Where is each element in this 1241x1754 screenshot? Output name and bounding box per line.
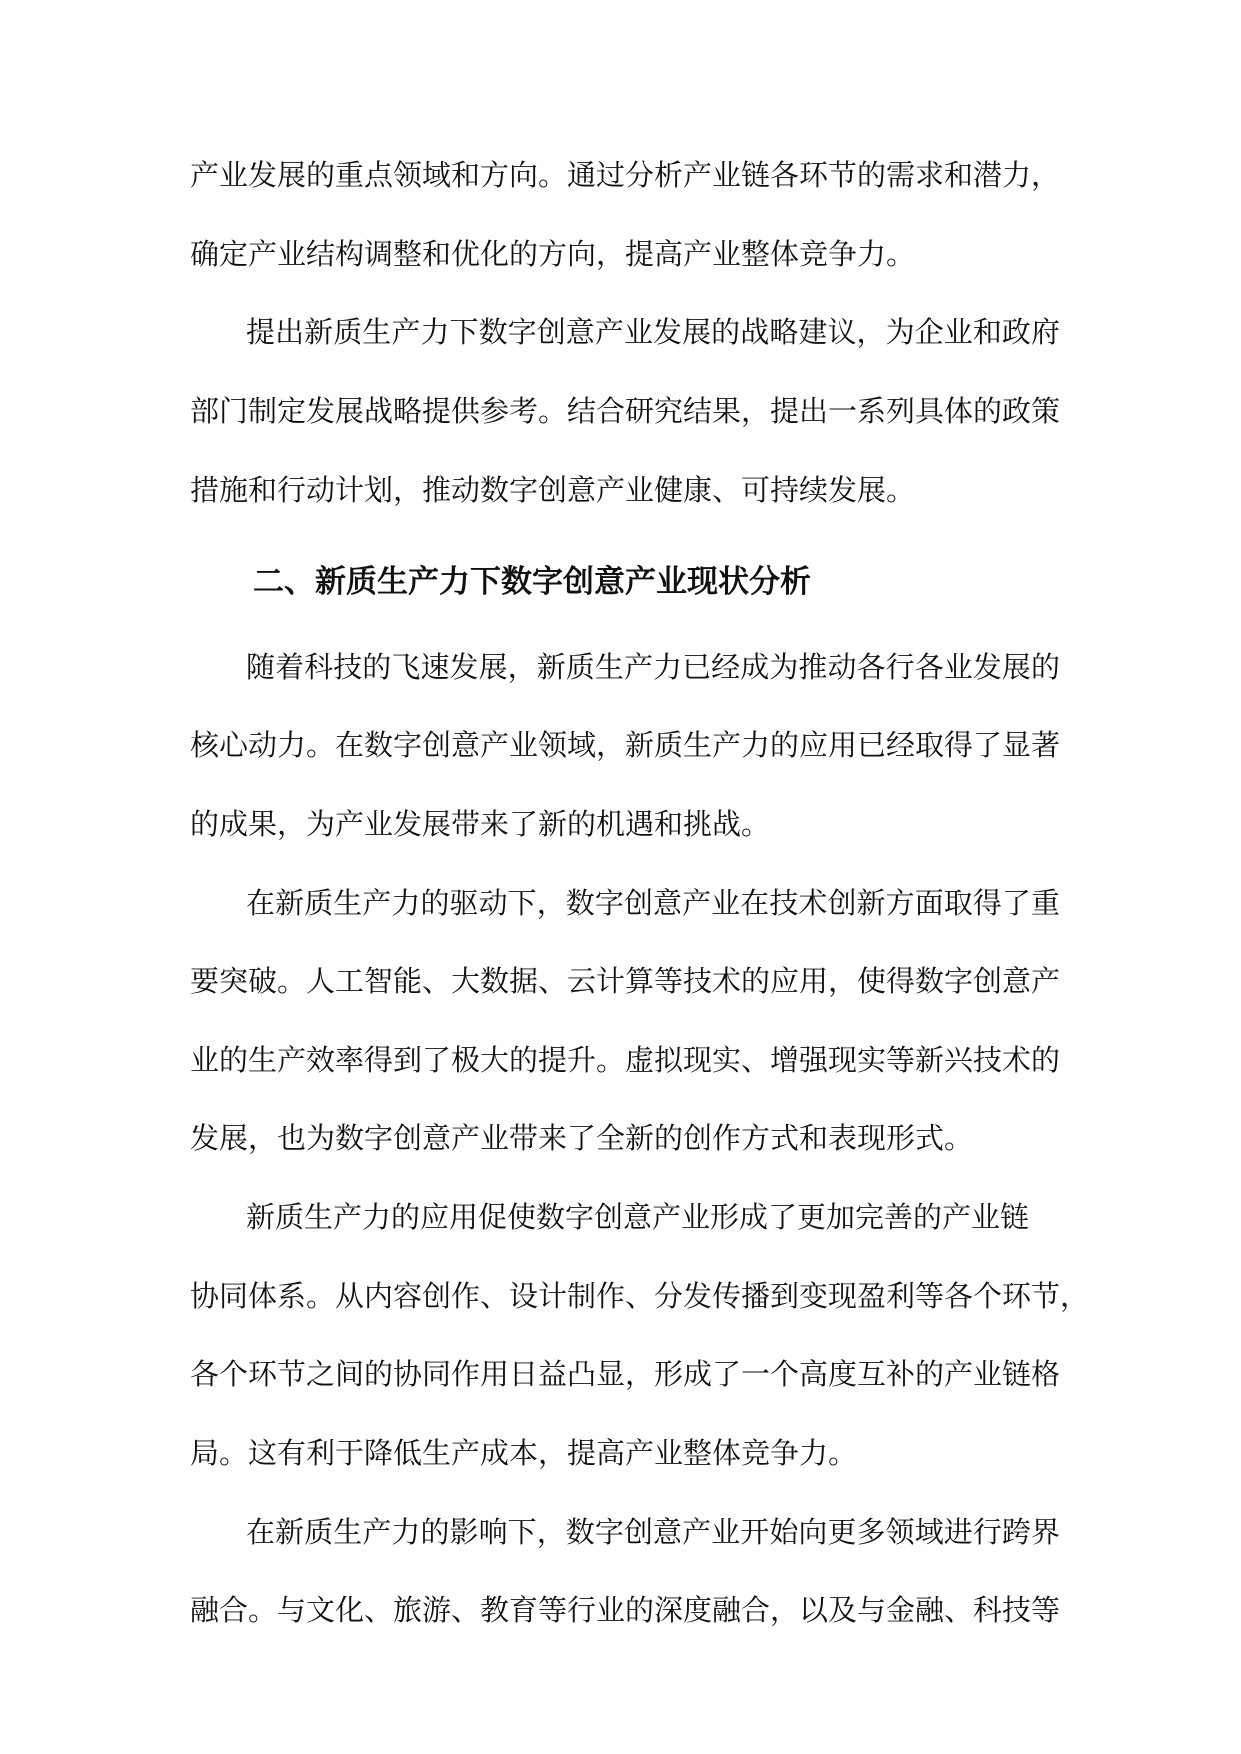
text-line-14: 协同体系。从内容创作、设计制作、分发传播到变现盈利等各个环节， — [190, 1279, 1090, 1313]
text-line-5: 措施和行动计划，推动数字创意产业健康、可持续发展。 — [190, 473, 916, 507]
section-heading: 二、新质生产力下数字创意产业现状分析 — [253, 564, 811, 600]
text-line-7: 核心动力。在数字创意产业领域，新质生产力的应用已经取得了显著 — [190, 728, 1061, 762]
text-line-9: 在新质生产力的驱动下，数字创意产业在技术创新方面取得了重 — [246, 886, 1060, 920]
text-line-4: 部门制定发展战略提供参考。结合研究结果，提出一系列具体的政策 — [190, 394, 1061, 428]
text-line-13: 新质生产力的应用促使数字创意产业形成了更加完善的产业链 — [246, 1200, 1030, 1234]
text-line-15: 各个环节之间的协同作用日益凸显，形成了一个高度互补的产业链格 — [190, 1357, 1061, 1391]
text-line-11: 业的生产效率得到了极大的提升。虚拟现实、增强现实等新兴技术的 — [190, 1043, 1061, 1077]
text-line-6: 随着科技的飞速发展，新质生产力已经成为推动各行各业发展的 — [246, 650, 1060, 684]
text-line-17: 在新质生产力的影响下，数字创意产业开始向更多领域进行跨界 — [246, 1515, 1060, 1549]
text-line-18: 融合。与文化、旅游、教育等行业的深度融合，以及与金融、科技等 — [190, 1593, 1061, 1627]
text-line-3: 提出新质生产力下数字创意产业发展的战略建议，为企业和政府 — [246, 315, 1060, 349]
text-line-1: 产业发展的重点领域和方向。通过分析产业链各环节的需求和潜力， — [190, 158, 1061, 192]
text-line-10: 要突破。人工智能、大数据、云计算等技术的应用，使得数字创意产 — [190, 964, 1061, 998]
text-line-2: 确定产业结构调整和优化的方向，提高产业整体竞争力。 — [190, 237, 916, 271]
text-line-8: 的成果，为产业发展带来了新的机遇和挑战。 — [190, 807, 771, 841]
text-line-12: 发展，也为数字创意产业带来了全新的创作方式和表现形式。 — [190, 1121, 974, 1155]
text-line-16: 局。这有利于降低生产成本，提高产业整体竞争力。 — [190, 1436, 858, 1470]
